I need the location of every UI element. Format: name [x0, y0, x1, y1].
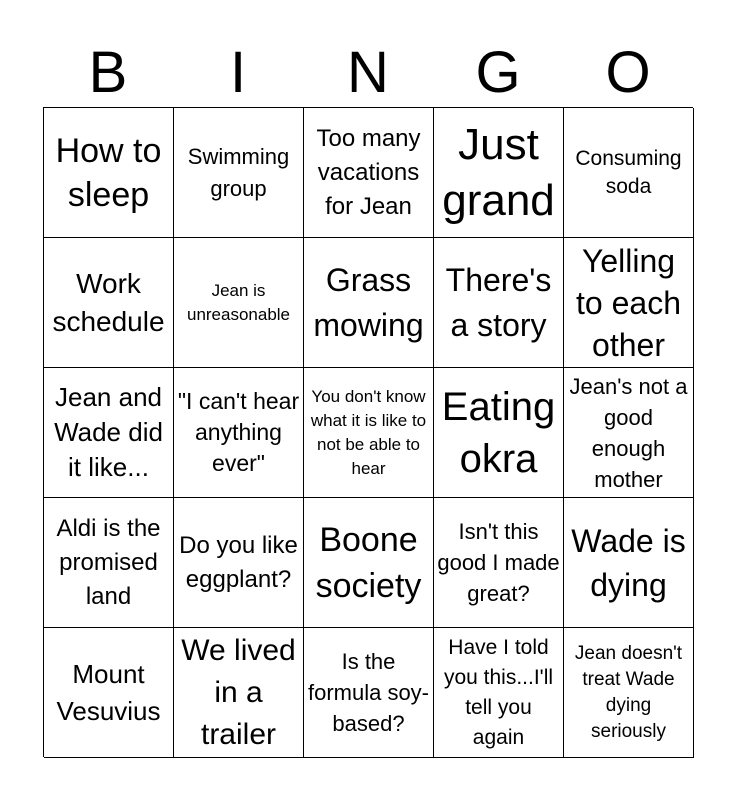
bingo-grid — [43, 107, 693, 757]
cell-text: Jean's not a good enough mother — [569, 373, 688, 492]
header-letter-i: I — [229, 40, 247, 105]
header-letter-g: G — [475, 40, 521, 105]
bingo-cell[interactable] — [564, 238, 694, 368]
bingo-cell[interactable] — [304, 368, 434, 498]
cell-text: How to sleep — [55, 131, 162, 214]
cell-text: "I can't hear anything ever" — [177, 388, 300, 476]
cell-text: Eating okra — [441, 384, 556, 481]
cell-text: You don't know what it is like to not be able to hear — [310, 386, 427, 478]
bingo-cell[interactable] — [174, 238, 304, 368]
cell-text: Have I told you this...I'll tell you again — [443, 635, 554, 749]
cell-text: Too many vacations for Jean — [316, 124, 421, 220]
cell-text: Jean is unreasonable — [186, 280, 291, 324]
cell-text: Swimming group — [187, 143, 290, 201]
cell-text: Is the formula soy-based? — [307, 649, 430, 736]
cell-text: Boone society — [315, 520, 422, 605]
bingo-cell[interactable] — [564, 498, 694, 628]
bingo-cell[interactable] — [434, 238, 564, 368]
cell-text: Jean and Wade did it like... — [54, 382, 163, 482]
bingo-cell[interactable] — [174, 628, 304, 758]
header-letter-b: B — [88, 40, 128, 105]
cell-text: Isn't this good I made great? — [437, 519, 560, 606]
bingo-cell[interactable] — [44, 498, 174, 628]
bingo-cell[interactable] — [44, 368, 174, 498]
bingo-header — [43, 40, 693, 106]
bingo-cell[interactable] — [174, 108, 304, 238]
cell-text: Wade is dying — [571, 522, 686, 603]
bingo-cell[interactable] — [44, 238, 174, 368]
bingo-cell[interactable] — [564, 368, 694, 498]
header-letter-o: O — [605, 40, 651, 105]
bingo-cell[interactable] — [174, 368, 304, 498]
cell-text: There's a story — [445, 261, 552, 343]
bingo-cell[interactable] — [434, 628, 564, 758]
cell-text: Yelling to each other — [576, 242, 681, 363]
cell-text: Do you like eggplant? — [179, 531, 298, 593]
bingo-cell[interactable] — [44, 108, 174, 238]
header-letter-n: N — [347, 40, 389, 105]
cell-text: We lived in a trailer — [181, 633, 296, 751]
cell-text: Mount Vesuvius — [56, 658, 161, 726]
bingo-cell[interactable] — [304, 498, 434, 628]
bingo-cell[interactable] — [304, 628, 434, 758]
cell-text: Just grand — [442, 119, 555, 225]
bingo-cell[interactable] — [434, 498, 564, 628]
bingo-cell[interactable] — [174, 498, 304, 628]
bingo-cell[interactable] — [434, 368, 564, 498]
bingo-cell[interactable] — [304, 238, 434, 368]
bingo-cell[interactable] — [434, 108, 564, 238]
cell-text: Jean doesn't treat Wade dying seriously — [574, 642, 683, 742]
bingo-cell[interactable] — [44, 628, 174, 758]
cell-text: Work schedule — [52, 267, 165, 337]
bingo-cell[interactable] — [304, 108, 434, 238]
cell-text: Grass mowing — [313, 261, 424, 343]
bingo-cell[interactable] — [564, 108, 694, 238]
bingo-cell[interactable] — [564, 628, 694, 758]
cell-text: Consuming soda — [575, 146, 682, 198]
cell-text: Aldi is the promised land — [56, 514, 161, 610]
